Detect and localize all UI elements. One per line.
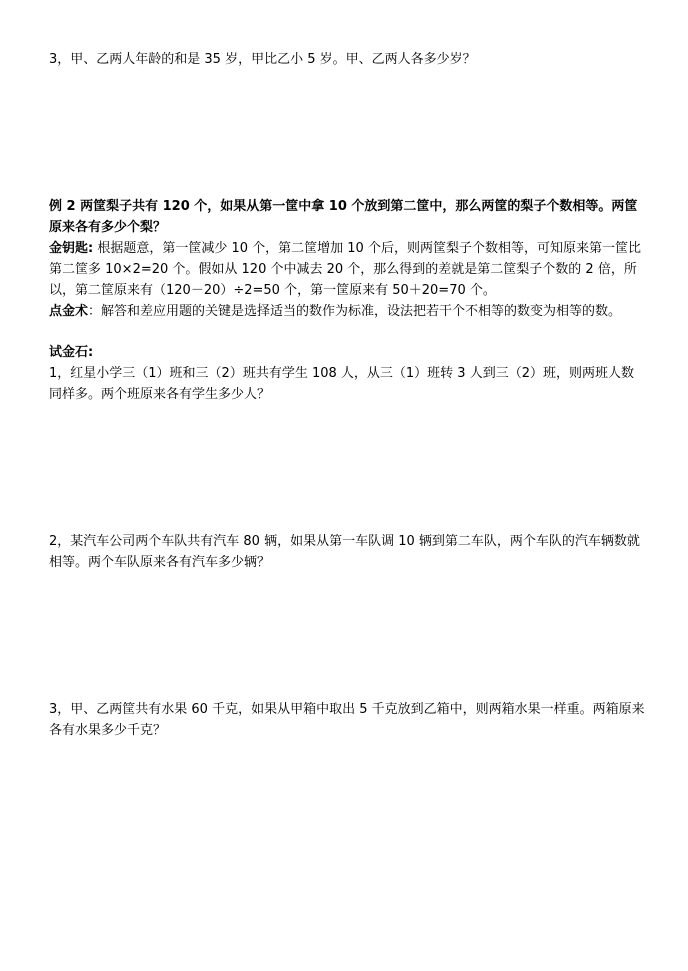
solution-label: 金钥匙: (49, 241, 94, 256)
solution-text: 根据题意，第一筐减少 10 个，第二筐增加 10 个后，则两筐梨子个数相等，可知原来第一筐比第二筐多 10×2=20 个。假如从 120 个中减去 20 个，那么得到的差就是第二筐梨子个数的 2 倍，所以，第二筐原来有（120－20）÷2=50 个，第一筐原来有 50＋20=70 个。 (49, 241, 641, 298)
example-2-title: 例 2 两筐梨子共有 120 个，如果从第一筐中拿 10 个放到第二筐中，那么两筐的梨子个数相等。两筐原来各有多少个梨？ (49, 199, 638, 235)
practice-question-2: 2，某汽车公司两个车队共有汽车 80 辆，如果从第一车队调 10 辆到第二车队，两个车队的汽车辆数就相等。两个车队原来各有汽车多少辆？ (49, 534, 640, 570)
practice-question-1: 1，红星小学三（1）班和三（2）班共有学生 108 人，从三（1）班转 3 人到三（2）班，则两班人数同样多。两个班原来各有学生多少人？ (49, 366, 634, 402)
example-2-solution (49, 238, 645, 301)
practice-question-3: 3，甲、乙两筐共有水果 60 千克，如果从甲箱中取出 5 千克放到乙箱中，则两箱水果一样重。两箱原来各有水果多少千克？ (49, 702, 645, 738)
example-2-tip (49, 301, 645, 322)
tip-text: ：解答和差应用题的关键是选择适当的数作为标准，设法把若干个不相等的数变为相等的数。 (88, 304, 622, 319)
tip-label: 点金术 (49, 304, 89, 319)
intro-question-3: 3，甲、乙两人年龄的和是 35 岁，甲比乙小 5 岁。甲、乙两人各多少岁？ (49, 52, 476, 67)
practice-heading: 试金石: (49, 345, 94, 360)
